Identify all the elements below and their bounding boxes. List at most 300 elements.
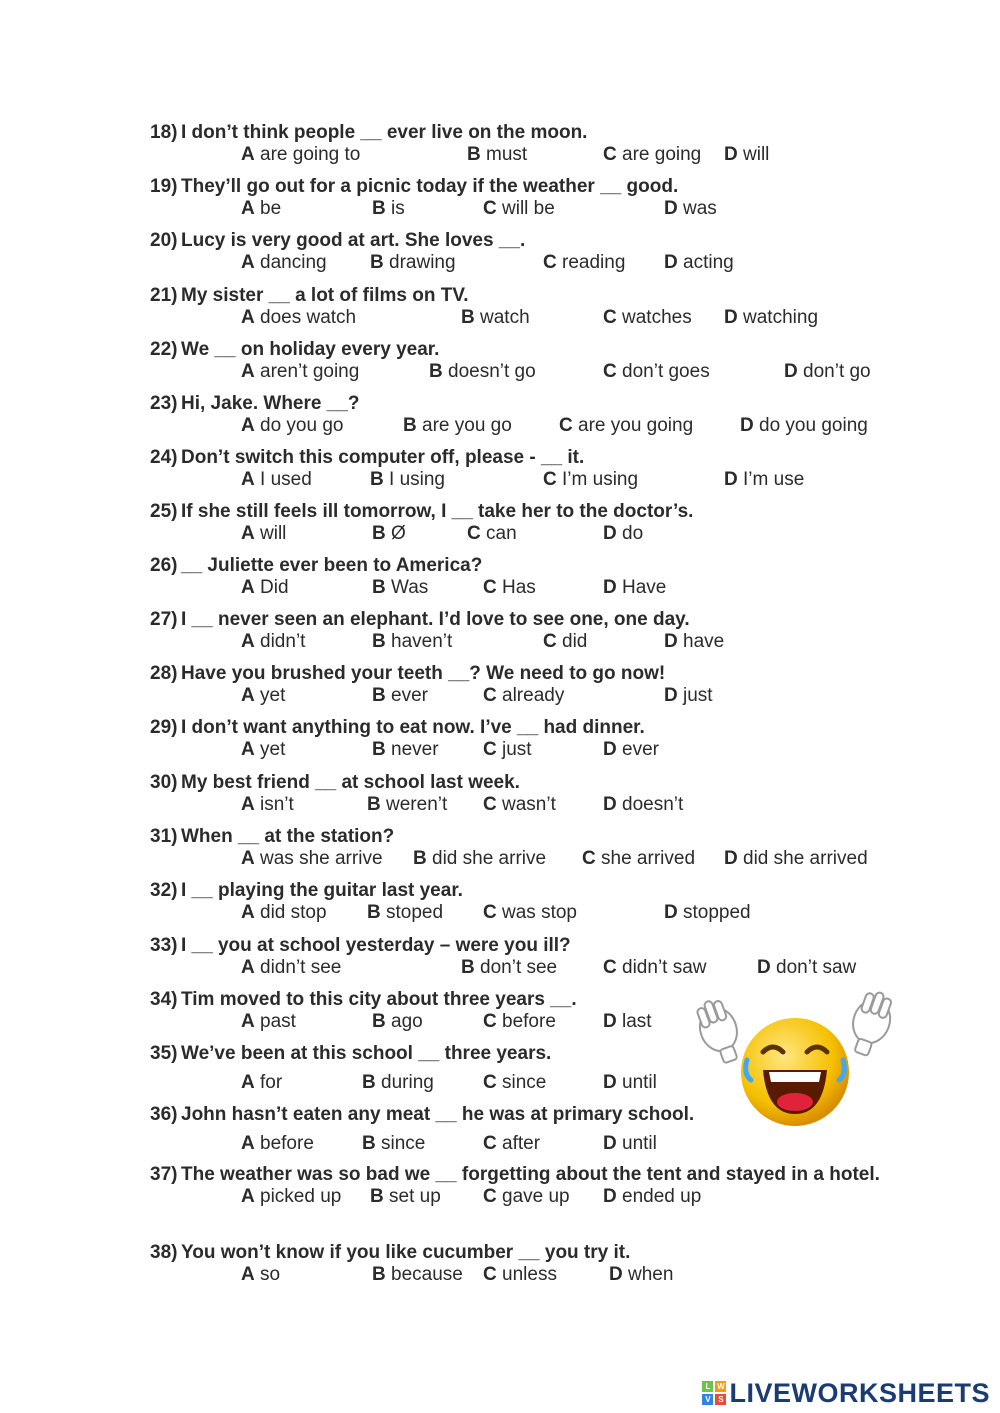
answer-option-a[interactable] — [241, 685, 285, 707]
option-text: during — [381, 1072, 434, 1093]
answer-option-a[interactable] — [241, 1186, 341, 1208]
question-stem — [150, 446, 890, 469]
answer-option-d[interactable] — [603, 739, 659, 761]
answer-option-b[interactable] — [403, 415, 512, 437]
option-letter: D — [603, 523, 617, 544]
question-item — [150, 1241, 890, 1288]
answer-option-a[interactable] — [241, 1133, 314, 1155]
option-text: don’t go — [803, 361, 871, 382]
answer-option-b[interactable] — [372, 631, 452, 653]
option-letter: A — [241, 1133, 255, 1154]
option-letter: C — [543, 631, 557, 652]
answer-option-b[interactable] — [372, 577, 428, 599]
option-letter: D — [603, 739, 617, 760]
question-stem — [150, 662, 890, 685]
option-letter: B — [372, 1011, 386, 1032]
answer-option-b[interactable] — [372, 198, 405, 220]
question-text: John hasn’t eaten any meat __ he was at primary school. — [181, 1104, 695, 1125]
question-stem — [150, 175, 890, 198]
option-text: have — [683, 631, 725, 652]
option-text: I’m use — [743, 469, 805, 490]
question-stem — [150, 1241, 890, 1264]
option-text: already — [502, 685, 565, 706]
question-number: 22) — [150, 339, 178, 360]
answer-options — [150, 198, 890, 222]
option-text: was — [683, 198, 717, 219]
answer-option-b[interactable] — [372, 739, 439, 761]
option-text: stoped — [386, 902, 444, 923]
answer-option-d[interactable] — [724, 848, 868, 870]
option-text: wasn’t — [502, 794, 556, 815]
option-text: doesn’t — [622, 794, 684, 815]
option-text: Did — [260, 577, 289, 598]
question-stem — [150, 284, 890, 307]
question-text: I don’t think people __ ever live on the moon. — [181, 122, 588, 143]
question-stem — [150, 934, 890, 957]
answer-option-a[interactable] — [241, 523, 286, 545]
option-text: just — [683, 685, 713, 706]
option-letter: A — [241, 1011, 255, 1032]
answer-option-a[interactable] — [241, 1264, 280, 1286]
option-text: until — [622, 1072, 657, 1093]
answer-option-a[interactable] — [241, 144, 360, 166]
answer-option-d[interactable] — [664, 252, 734, 274]
option-letter: C — [483, 1133, 497, 1154]
question-number: 37) — [150, 1164, 178, 1185]
option-letter: B — [372, 577, 386, 598]
answer-option-b[interactable] — [370, 1186, 441, 1208]
answer-option-d[interactable] — [603, 1011, 652, 1033]
option-text: until — [622, 1133, 657, 1154]
question-item — [150, 1163, 890, 1210]
option-letter: C — [603, 957, 617, 978]
option-text: was stop — [502, 902, 577, 923]
option-text: didn’t saw — [622, 957, 707, 978]
answer-option-b[interactable] — [372, 1264, 463, 1286]
answer-options — [150, 1186, 890, 1210]
question-item — [150, 500, 890, 547]
option-text: did she arrive — [432, 848, 547, 869]
option-text: for — [260, 1072, 283, 1093]
option-text: dancing — [260, 252, 327, 273]
option-letter: B — [362, 1072, 376, 1093]
answer-options — [150, 685, 890, 709]
question-item — [150, 662, 890, 709]
option-letter: A — [241, 144, 255, 165]
question-stem — [150, 121, 890, 144]
option-text: ago — [391, 1011, 423, 1032]
answer-option-a[interactable] — [241, 415, 343, 437]
option-text: do — [622, 523, 644, 544]
option-letter: A — [241, 957, 255, 978]
question-text: __ Juliette ever been to America? — [181, 555, 483, 576]
answer-option-c[interactable] — [483, 1186, 570, 1208]
option-text: ever — [622, 739, 659, 760]
answer-option-d[interactable] — [724, 144, 769, 166]
question-text: The weather was so bad we __ forgetting about the tent and stayed in a hotel. — [181, 1164, 880, 1185]
option-text: yet — [260, 739, 286, 760]
question-stem — [150, 771, 890, 794]
question-item — [150, 175, 890, 222]
option-text: when — [628, 1264, 674, 1285]
answer-option-a[interactable] — [241, 739, 285, 761]
option-letter: A — [241, 1072, 255, 1093]
option-text: she arrived — [601, 848, 696, 869]
option-text: because — [391, 1264, 463, 1285]
option-text: drawing — [389, 252, 456, 273]
option-letter: A — [241, 307, 255, 328]
answer-options — [150, 577, 890, 601]
answer-option-d[interactable] — [603, 1133, 657, 1155]
option-text: are you go — [422, 415, 512, 436]
answer-option-d[interactable] — [664, 631, 724, 653]
option-letter: D — [664, 631, 678, 652]
question-item — [150, 284, 890, 331]
option-text: did — [562, 631, 588, 652]
option-text: isn’t — [260, 794, 294, 815]
question-number: 35) — [150, 1043, 178, 1064]
question-number: 23) — [150, 393, 178, 414]
question-stem — [150, 608, 890, 631]
option-letter: D — [603, 1186, 617, 1207]
option-letter: A — [241, 415, 255, 436]
question-number: 27) — [150, 609, 178, 630]
question-text: Hi, Jake. Where __? — [181, 393, 360, 414]
question-number: 31) — [150, 826, 178, 847]
option-letter: D — [724, 469, 738, 490]
question-text: My best friend __ at school last week. — [181, 772, 520, 793]
answer-option-a[interactable] — [241, 794, 294, 816]
option-text: doesn’t go — [448, 361, 536, 382]
answer-option-c[interactable] — [543, 252, 625, 274]
option-text: are going to — [260, 144, 361, 165]
answer-option-d[interactable] — [603, 523, 643, 545]
option-text: before — [502, 1011, 556, 1032]
option-letter: B — [372, 631, 386, 652]
answer-option-c[interactable] — [543, 631, 587, 653]
answer-option-c[interactable] — [483, 1264, 557, 1286]
answer-options — [150, 252, 890, 276]
option-letter: C — [582, 848, 596, 869]
option-letter: A — [241, 1186, 255, 1207]
option-text: I using — [389, 469, 445, 490]
option-text: watches — [622, 307, 692, 328]
answer-option-d[interactable] — [784, 361, 871, 383]
option-letter: D — [757, 957, 771, 978]
option-text: ended up — [622, 1186, 702, 1207]
option-letter: B — [362, 1133, 376, 1154]
question-text: I __ never seen an elephant. I’d love to see one, one day. — [181, 609, 690, 630]
question-number: 18) — [150, 122, 178, 143]
question-item — [150, 229, 890, 276]
option-letter: B — [372, 523, 386, 544]
question-stem — [150, 716, 890, 739]
question-item — [150, 716, 890, 763]
option-letter: B — [370, 1186, 384, 1207]
answer-option-d[interactable] — [603, 577, 666, 599]
option-text: was she arrive — [260, 848, 383, 869]
answer-option-b[interactable] — [367, 902, 443, 924]
question-number: 28) — [150, 663, 178, 684]
answer-options — [150, 1264, 890, 1288]
liveworksheets-logo — [702, 1378, 990, 1408]
question-text: You won’t know if you like cucumber __ you try it. — [181, 1242, 631, 1263]
option-text: did stop — [260, 902, 327, 923]
question-number: 34) — [150, 989, 178, 1010]
option-text: must — [486, 144, 528, 165]
answer-option-d[interactable] — [757, 957, 856, 979]
answer-option-c[interactable] — [483, 685, 564, 707]
option-letter: C — [483, 198, 497, 219]
option-letter: D — [664, 252, 678, 273]
option-text: so — [260, 1264, 281, 1285]
option-letter: D — [724, 144, 738, 165]
question-text: If she still feels ill tomorrow, I __ take her to the doctor’s. — [181, 501, 694, 522]
answer-options — [150, 144, 890, 168]
answer-option-c[interactable] — [483, 577, 536, 599]
option-text: weren’t — [386, 794, 448, 815]
answer-option-d[interactable] — [603, 1186, 701, 1208]
option-letter: C — [483, 794, 497, 815]
answer-option-c[interactable] — [483, 1011, 556, 1033]
answer-option-c[interactable] — [483, 739, 532, 761]
option-letter: A — [241, 361, 255, 382]
option-letter: B — [367, 902, 381, 923]
option-text: reading — [562, 252, 626, 273]
answer-option-c[interactable] — [559, 415, 693, 437]
answer-options — [150, 415, 890, 439]
option-letter: A — [241, 1264, 255, 1285]
option-letter: C — [483, 902, 497, 923]
question-item — [150, 392, 890, 439]
question-text: My sister __ a lot of films on TV. — [181, 285, 469, 306]
option-letter: D — [603, 1072, 617, 1093]
question-text: When __ at the station? — [181, 826, 395, 847]
answer-option-a[interactable] — [241, 577, 289, 599]
answer-option-c[interactable] — [483, 1133, 540, 1155]
option-letter: A — [241, 198, 255, 219]
question-stem — [150, 825, 890, 848]
question-text: I __ you at school yesterday – were you ill? — [181, 935, 571, 956]
answer-option-b[interactable] — [372, 1011, 423, 1033]
option-text: since — [381, 1133, 426, 1154]
answer-option-b[interactable] — [461, 307, 530, 329]
question-number: 33) — [150, 935, 178, 956]
option-text: since — [502, 1072, 547, 1093]
answer-option-b[interactable] — [362, 1133, 425, 1155]
option-text: are going — [622, 144, 702, 165]
option-letter: C — [483, 1072, 497, 1093]
answer-option-b[interactable] — [370, 252, 456, 274]
option-letter: C — [543, 252, 557, 273]
answer-option-c[interactable] — [582, 848, 695, 870]
option-text: do you going — [759, 415, 868, 436]
answer-options — [150, 739, 890, 763]
option-text: watching — [743, 307, 819, 328]
answer-option-d[interactable] — [609, 1264, 673, 1286]
option-text: stopped — [683, 902, 751, 923]
option-text: after — [502, 1133, 541, 1154]
answer-option-c[interactable] — [483, 794, 556, 816]
answer-option-a[interactable] — [241, 848, 383, 870]
question-item — [150, 121, 890, 168]
answer-option-b[interactable] — [362, 1072, 434, 1094]
logo-block-icon: V — [702, 1394, 713, 1405]
question-text: I don’t want anything to eat now. I’ve __ had dinner. — [181, 717, 645, 738]
option-letter: D — [664, 198, 678, 219]
answer-option-a[interactable] — [241, 307, 356, 329]
answer-option-a[interactable] — [241, 252, 327, 274]
answer-option-b[interactable] — [372, 523, 406, 545]
option-text: don’t see — [480, 957, 558, 978]
question-text: Tim moved to this city about three years __. — [181, 989, 577, 1010]
answer-option-c[interactable] — [603, 144, 701, 166]
answer-option-d[interactable] — [664, 902, 751, 924]
option-text: unless — [502, 1264, 557, 1285]
answer-options — [150, 631, 890, 655]
answer-options — [150, 957, 890, 981]
question-item — [150, 446, 890, 493]
answer-option-a[interactable] — [241, 1011, 296, 1033]
question-number: 32) — [150, 880, 178, 901]
laughing-emoji-icon — [685, 990, 905, 1130]
question-item — [150, 934, 890, 981]
question-item — [150, 771, 890, 818]
question-stem — [150, 338, 890, 361]
option-letter: D — [603, 1011, 617, 1032]
answer-option-c[interactable] — [483, 198, 555, 220]
answer-option-a[interactable] — [241, 469, 312, 491]
option-letter: B — [372, 198, 386, 219]
option-letter: B — [461, 957, 475, 978]
option-text: Has — [502, 577, 536, 598]
option-letter: D — [724, 307, 738, 328]
answer-option-a[interactable] — [241, 631, 305, 653]
option-text: do you go — [260, 415, 344, 436]
answer-option-b[interactable] — [429, 361, 536, 383]
question-number: 19) — [150, 176, 178, 197]
question-number: 26) — [150, 555, 178, 576]
option-text: picked up — [260, 1186, 342, 1207]
option-letter: B — [413, 848, 427, 869]
option-letter: D — [603, 1133, 617, 1154]
option-text: are you going — [578, 415, 694, 436]
option-text: haven’t — [391, 631, 453, 652]
answer-option-b[interactable] — [370, 469, 445, 491]
answer-option-b[interactable] — [461, 957, 557, 979]
answer-option-b[interactable] — [372, 685, 428, 707]
question-text: Lucy is very good at art. She loves __. — [181, 230, 526, 251]
option-letter: A — [241, 469, 255, 490]
answer-option-c[interactable] — [543, 469, 638, 491]
option-letter: C — [483, 739, 497, 760]
option-letter: D — [609, 1264, 623, 1285]
option-letter: A — [241, 577, 255, 598]
question-stem — [150, 1163, 890, 1186]
question-item — [150, 879, 890, 926]
answer-option-a[interactable] — [241, 198, 281, 220]
option-letter: B — [370, 469, 384, 490]
option-text: Have — [622, 577, 667, 598]
option-letter: B — [370, 252, 384, 273]
answer-option-b[interactable] — [413, 848, 546, 870]
option-text: Ø — [391, 523, 406, 544]
option-letter: B — [367, 794, 381, 815]
option-letter: C — [603, 144, 617, 165]
answer-option-d[interactable] — [664, 685, 713, 707]
option-letter: D — [724, 848, 738, 869]
option-letter: C — [603, 307, 617, 328]
answer-option-c[interactable] — [603, 361, 710, 383]
question-number: 38) — [150, 1242, 178, 1263]
answer-option-d[interactable] — [603, 1072, 657, 1094]
answer-option-c[interactable] — [483, 902, 577, 924]
answer-option-c[interactable] — [467, 523, 517, 545]
answer-option-c[interactable] — [603, 307, 692, 329]
question-text: We __ on holiday every year. — [181, 339, 440, 360]
answer-options — [150, 848, 890, 872]
option-letter: C — [543, 469, 557, 490]
option-letter: C — [603, 361, 617, 382]
answer-option-d[interactable] — [664, 198, 717, 220]
answer-option-b[interactable] — [467, 144, 527, 166]
option-letter: B — [467, 144, 481, 165]
option-letter: B — [372, 1264, 386, 1285]
option-text: ever — [391, 685, 428, 706]
answer-option-a[interactable] — [241, 902, 327, 924]
answer-option-c[interactable] — [483, 1072, 546, 1094]
question-item — [150, 338, 890, 385]
answer-option-d[interactable] — [740, 415, 868, 437]
answer-option-a[interactable] — [241, 1072, 282, 1094]
answer-options — [150, 469, 890, 493]
option-letter: C — [483, 1264, 497, 1285]
option-letter: C — [467, 523, 481, 544]
option-text: acting — [683, 252, 734, 273]
option-text: yet — [260, 685, 286, 706]
option-text: just — [502, 739, 532, 760]
question-number: 20) — [150, 230, 178, 251]
option-letter: A — [241, 685, 255, 706]
question-stem — [150, 500, 890, 523]
option-text: is — [391, 198, 405, 219]
question-item — [150, 825, 890, 872]
logo-block-icon: S — [715, 1394, 726, 1405]
answer-option-c[interactable] — [603, 957, 707, 979]
option-letter: D — [603, 577, 617, 598]
option-text: before — [260, 1133, 314, 1154]
logo-block-icon: W — [717, 1382, 725, 1391]
question-number: 25) — [150, 501, 178, 522]
option-letter: A — [241, 252, 255, 273]
question-stem — [150, 554, 890, 577]
option-letter: A — [241, 523, 255, 544]
answer-option-d[interactable] — [603, 794, 683, 816]
answer-option-b[interactable] — [367, 794, 447, 816]
option-text: can — [486, 523, 517, 544]
answer-option-a[interactable] — [241, 957, 341, 979]
answer-option-a[interactable] — [241, 361, 359, 383]
answer-option-d[interactable] — [724, 307, 818, 329]
question-text: Have you brushed your teeth __? We need to go now! — [181, 663, 666, 684]
logo-blocks-icon — [702, 1381, 726, 1405]
answer-options — [150, 902, 890, 926]
question-item — [150, 608, 890, 655]
answer-option-d[interactable] — [724, 469, 804, 491]
question-stem — [150, 392, 890, 415]
option-letter: C — [559, 415, 573, 436]
option-text: watch — [480, 307, 530, 328]
